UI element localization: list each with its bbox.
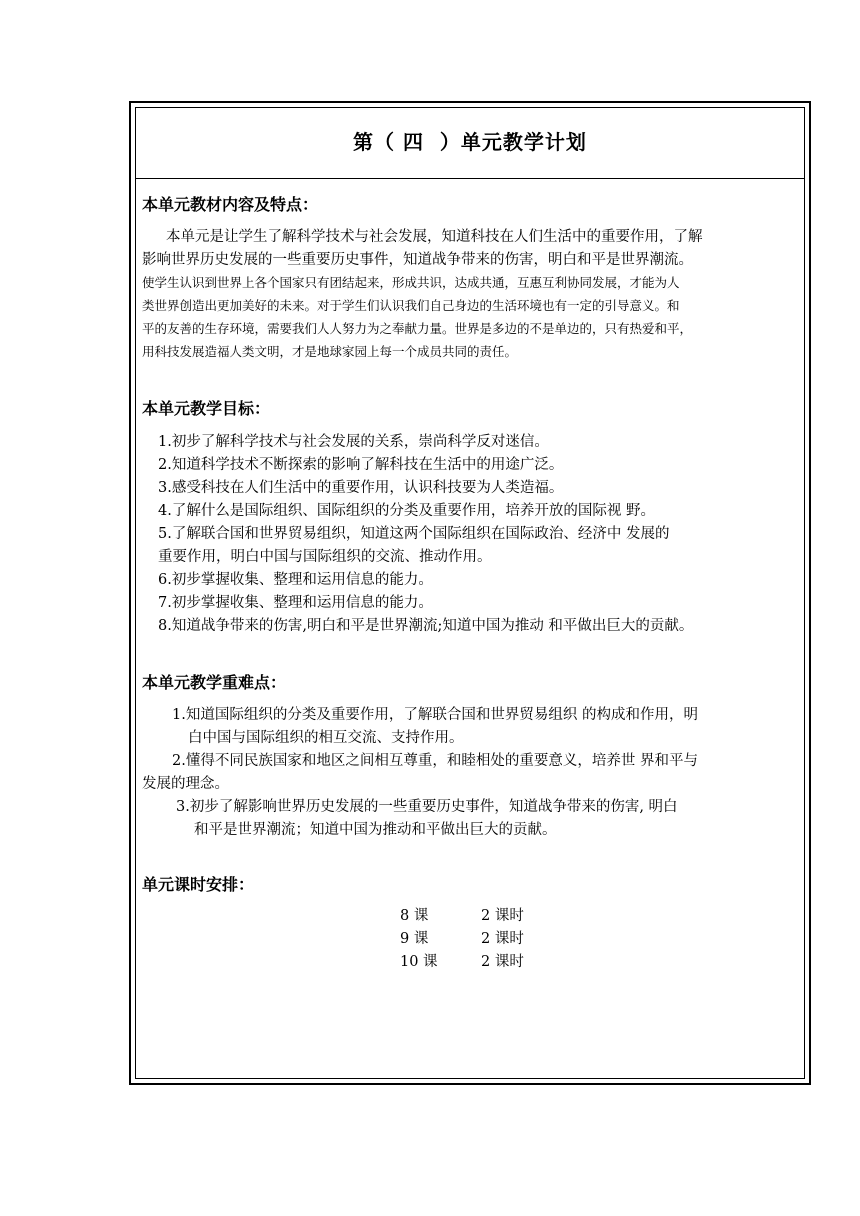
content-line: 平的友善的生存环境，需要我们人人努力为之奉献力量。世界是多边的不是单边的，只有热爱和平， bbox=[142, 321, 693, 336]
title-divider bbox=[136, 178, 804, 179]
keypoint-item: 白中国与国际组织的相互交流、支持作用。 bbox=[188, 730, 464, 746]
schedule-hours: 2 课时 bbox=[481, 931, 524, 947]
keypoint-item: 3.初步了解影响世界历史发展的一些重要历史事件，知道战争带来的伤害, 明白 bbox=[176, 799, 678, 815]
section-heading-content: 本单元教材内容及特点： bbox=[142, 195, 319, 214]
goal-item: 1.初步了解科学技术与社会发展的关系，崇尚科学反对迷信。 bbox=[158, 434, 549, 450]
content-line: 使学生认识到世界上各个国家只有团结起来，形成共识，达成共通，互惠互利协同发展，才能为人 bbox=[142, 275, 680, 290]
schedule-lesson: 9 课 bbox=[400, 931, 429, 947]
goal-item: 2.知道科学技术不断探索的影响了解科技在生活中的用途广泛。 bbox=[158, 457, 564, 473]
plan-table bbox=[135, 107, 805, 1079]
schedule-lesson: 8 课 bbox=[400, 908, 429, 924]
goal-item: 5.了解联合国和世界贸易组织，知道这两个国际组织在国际政治、经济中 发展的 bbox=[158, 526, 670, 542]
keypoint-item: 2.懂得不同民族国家和地区之间相互尊重，和睦相处的重要意义，培养世 界和平与 bbox=[172, 753, 698, 769]
page-title: 第（ 四 ）单元教学计划 bbox=[353, 130, 587, 154]
section-heading-schedule: 单元课时安排： bbox=[142, 875, 255, 894]
goal-item: 7.初步掌握收集、整理和运用信息的能力。 bbox=[158, 595, 433, 611]
section-heading-keypoints: 本单元教学重难点： bbox=[142, 673, 287, 692]
content-line: 本单元是让学生了解科学技术与社会发展，知道科技在人们生活中的重要作用，了解 bbox=[166, 229, 703, 245]
content-line: 用科技发展造福人类文明，才是地球家园上每一个成员共同的责任。 bbox=[142, 344, 518, 359]
goal-item: 4.了解什么是国际组织、国际组织的分类及重要作用，培养开放的国际视 野。 bbox=[158, 503, 655, 519]
goal-item: 重要作用，明白中国与国际组织的交流、推动作用。 bbox=[158, 549, 492, 565]
content-line: 类世界创造出更加美好的未来。对于学生们认识我们自己身边的生活环境也有一定的引导意义。和 bbox=[142, 298, 680, 313]
content-line: 影响世界历史发展的一些重要历史事件，知道战争带来的伤害，明白和平是世界潮流。 bbox=[142, 252, 693, 268]
schedule-hours: 2 课时 bbox=[481, 908, 524, 924]
goal-item: 8.知道战争带来的伤害,明白和平是世界潮流;知道中国为推动 和平做出巨大的贡献。 bbox=[158, 618, 694, 634]
goal-item: 3.感受科技在人们生活中的重要作用，认识科技要为人类造福。 bbox=[158, 480, 564, 496]
goal-item: 6.初步掌握收集、整理和运用信息的能力。 bbox=[158, 572, 433, 588]
keypoint-item: 和平是世界潮流；知道中国为推动和平做出巨大的贡献。 bbox=[194, 822, 557, 838]
plan-table-border bbox=[129, 101, 811, 1085]
schedule-lesson: 10 课 bbox=[400, 954, 438, 970]
keypoint-item: 1.知道国际组织的分类及重要作用，了解联合国和世界贸易组织 的构成和作用，明 bbox=[172, 707, 698, 723]
keypoint-item: 发展的理念。 bbox=[142, 776, 229, 792]
section-heading-goals: 本单元教学目标： bbox=[142, 399, 271, 418]
schedule-hours: 2 课时 bbox=[481, 954, 524, 970]
